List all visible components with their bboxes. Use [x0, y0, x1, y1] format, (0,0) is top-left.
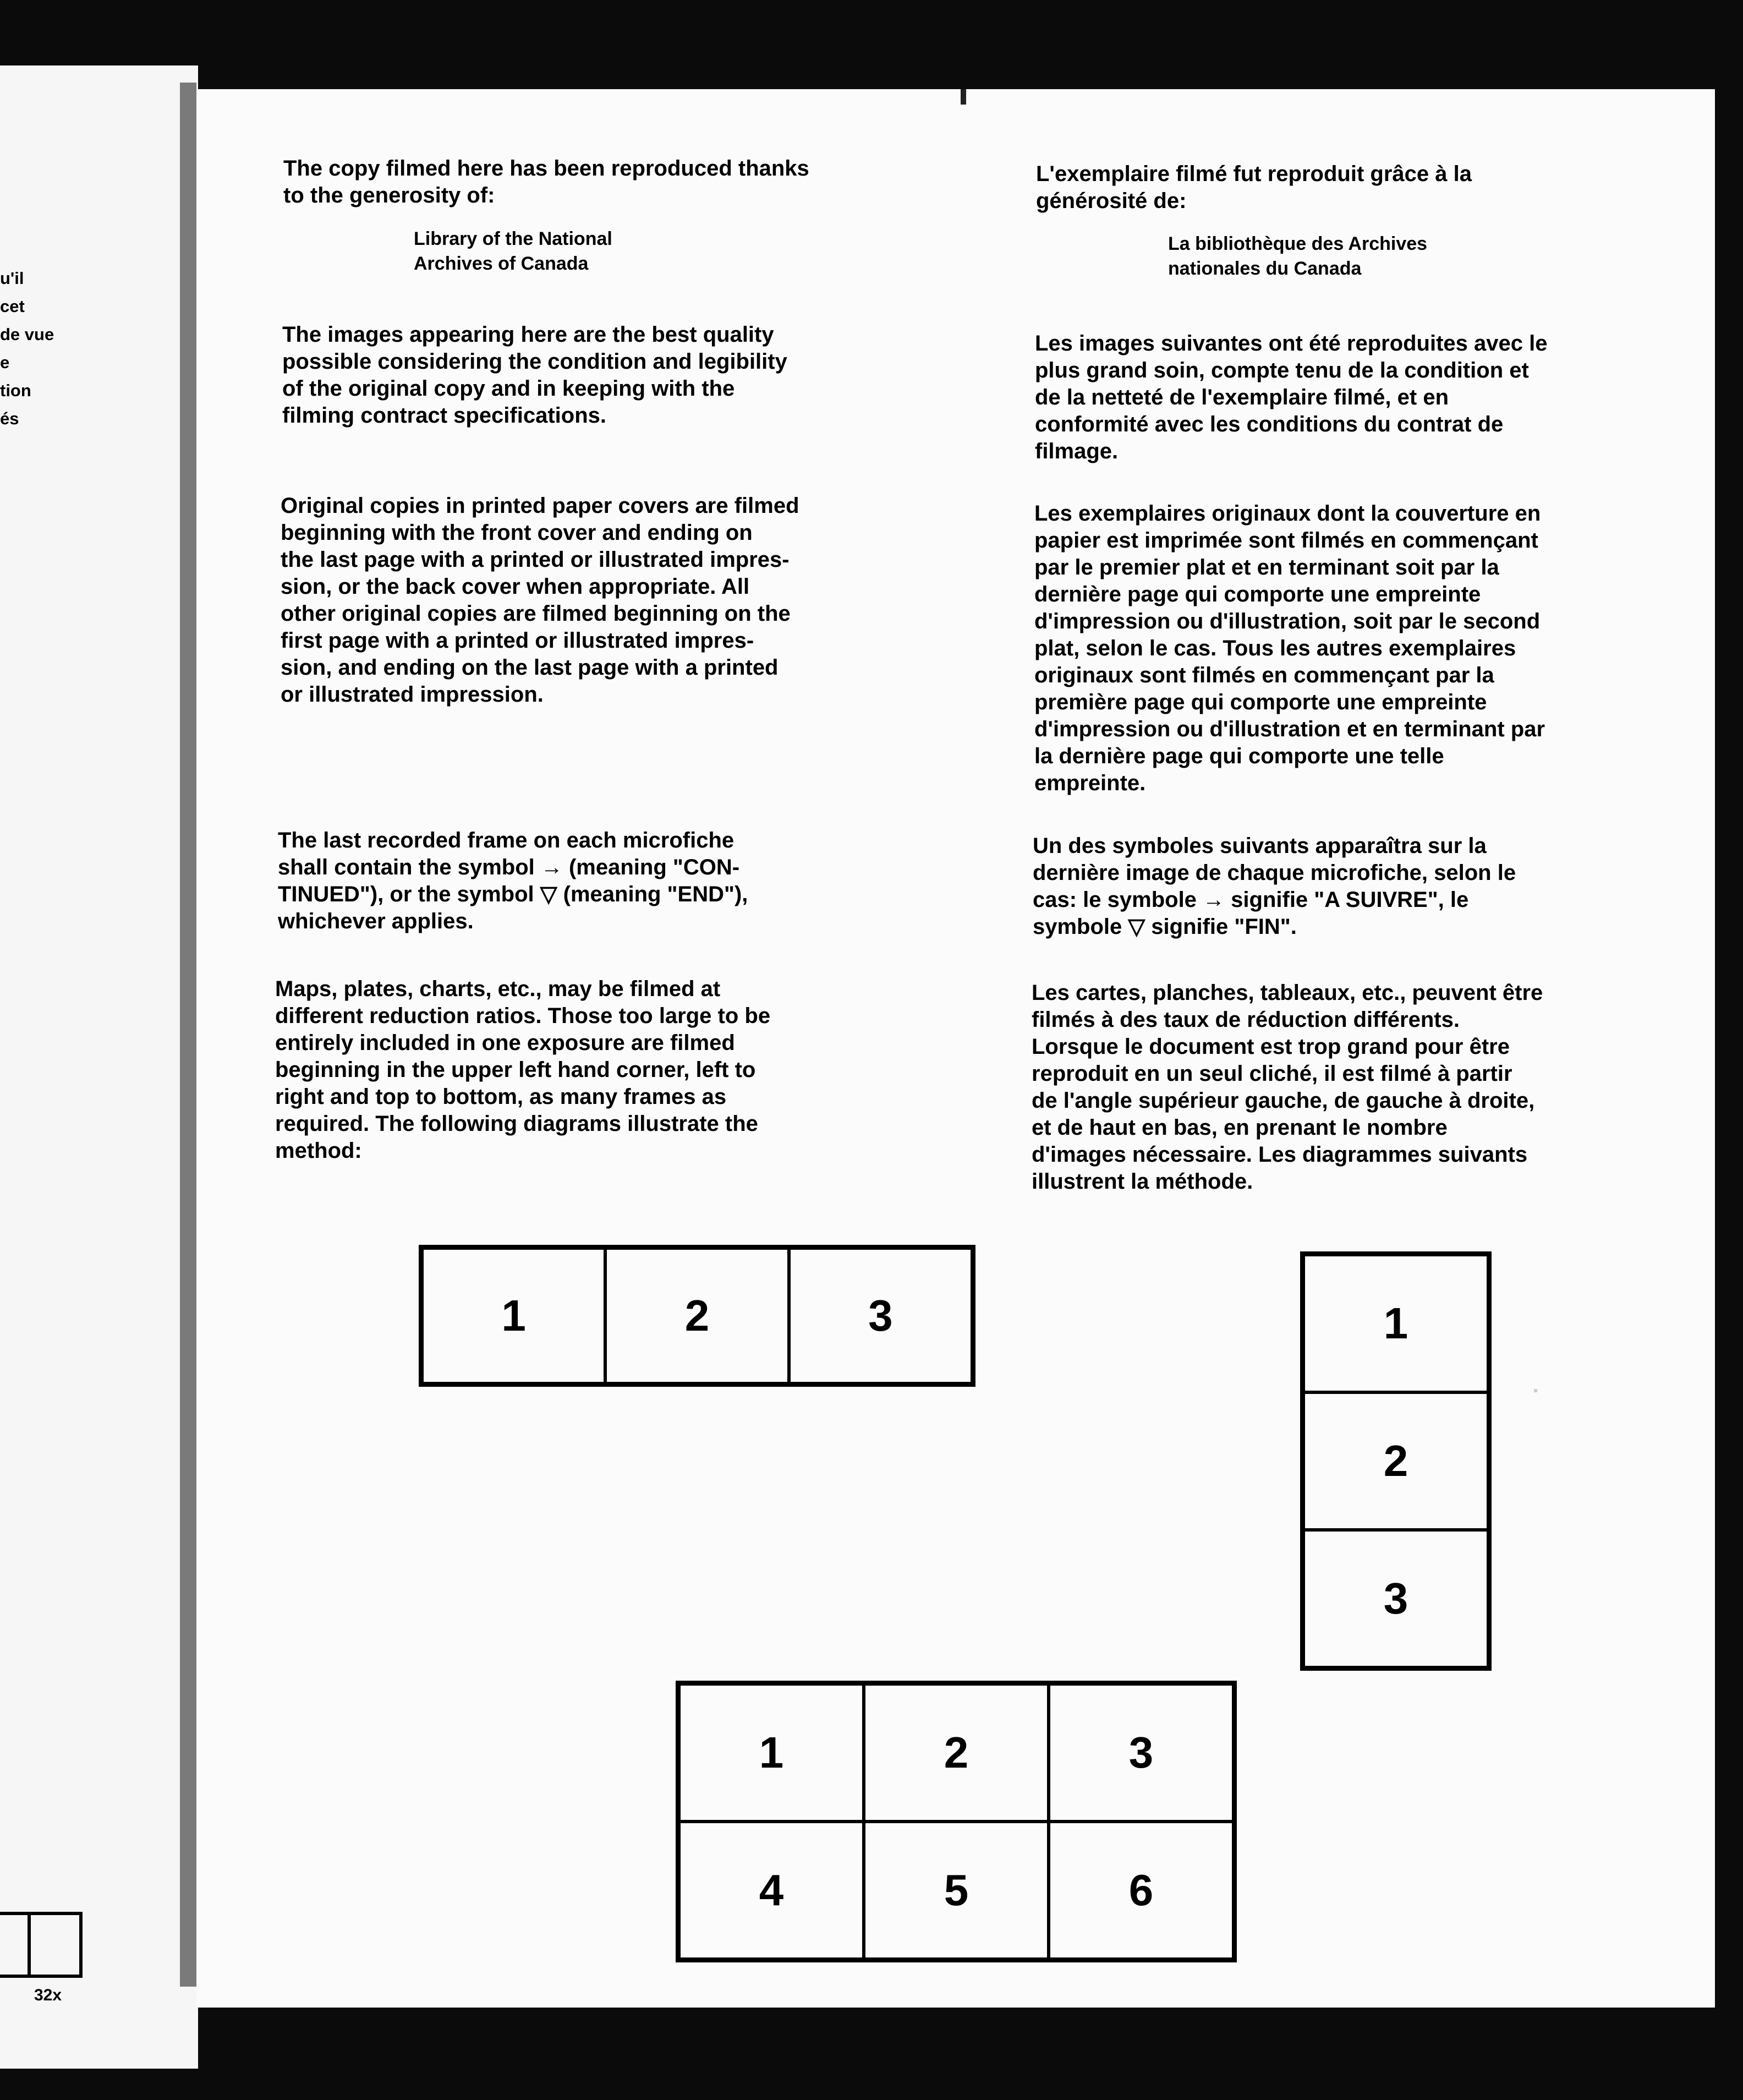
french-p2 — [1035, 330, 1547, 465]
text-line: TINUED"), or the symbol ▽ (meaning "END"), — [278, 882, 748, 906]
fragment-line: tion — [0, 381, 31, 400]
text-line: method: — [275, 1139, 362, 1163]
diagram-frame: 5 — [864, 1822, 1049, 1959]
english-p1 — [283, 155, 809, 209]
text-line: cas: le symbole → signifie "A SUIVRE", le — [1033, 888, 1469, 912]
text-line: filmage. — [1035, 439, 1119, 463]
text-line: Maps, plates, charts, etc., may be filmed at — [275, 977, 721, 1001]
text-line: et de haut en bas, en prenant le nombre — [1032, 1115, 1448, 1140]
text-line: The copy filmed here has been reproduced thanks — [283, 156, 809, 181]
diagram-frame: 4 — [679, 1822, 864, 1959]
text-line: right and top to bottom, as many frames as — [275, 1085, 727, 1109]
text-line: de l'angle supérieur gauche, de gauche à droite, — [1032, 1089, 1535, 1113]
diagram-column — [1300, 1251, 1492, 1671]
english-donor — [414, 227, 612, 276]
text-line: sion, and ending on the last page with a printed — [281, 655, 779, 680]
text-line: première page qui comporte une empreinte — [1034, 690, 1487, 714]
text-line: reproduit en un seul cliché, il est filmé à partir — [1032, 1062, 1512, 1086]
text-line: dernière page qui comporte une empreinte — [1034, 582, 1481, 606]
text-line: the last page with a printed or illustrated impres- — [281, 548, 790, 572]
text-line: plat, selon le cas. Tous les autres exemplaires — [1034, 636, 1516, 660]
text-line: de la netteté de l'exemplaire filmé, et en — [1035, 385, 1449, 409]
text-line: of the original copy and in keeping with the — [282, 376, 735, 401]
text-line: illustrent la méthode. — [1032, 1169, 1253, 1194]
text-line: Les exemplaires originaux dont la couverture en — [1034, 501, 1541, 526]
text-line: Les images suivantes ont été reproduites avec le — [1035, 331, 1548, 356]
text-line: d'images nécessaire. Les diagrammes suivants — [1032, 1142, 1528, 1167]
text-line: or illustrated impression. — [281, 682, 544, 707]
text-line: générosité de: — [1036, 189, 1187, 213]
text-line: Les cartes, planches, tableaux, etc., peuvent être — [1032, 981, 1543, 1005]
fragment-line: u'il — [0, 269, 24, 288]
text-line: Lorsque le document est trop grand pour être — [1032, 1035, 1510, 1059]
text-line: required. The following diagrams illustrate the — [275, 1112, 758, 1136]
text-line: symbole ▽ signifie "FIN". — [1033, 915, 1297, 939]
reduction-label: 32x — [34, 1986, 62, 2004]
text-line: La bibliothèque des Archives — [1168, 233, 1428, 254]
fragment-line: e — [0, 353, 10, 372]
text-line: different reduction ratios. Those too large to be — [275, 1004, 771, 1028]
text-line: first page with a printed or illustrated impres- — [281, 628, 754, 653]
fragment-frame-box — [0, 1912, 83, 1978]
diagram-frame: 1 — [679, 1684, 864, 1822]
text-line: papier est imprimée sont filmés en commençant — [1034, 528, 1538, 553]
diagram-frame: 2 — [864, 1684, 1049, 1822]
french-p1 — [1036, 161, 1472, 215]
fragment-frame-divider — [28, 1912, 31, 1978]
french-p4 — [1033, 833, 1516, 940]
left-page-fragment — [0, 65, 198, 2069]
diagram-grid — [676, 1681, 1237, 1962]
text-line: beginning with the front cover and ending on — [281, 521, 753, 545]
scan-speck — [1534, 1389, 1537, 1392]
english-p3 — [281, 493, 799, 708]
left-fragment-lines — [0, 264, 54, 433]
text-line: beginning in the upper left hand corner, left to — [275, 1058, 756, 1082]
text-line: L'exemplaire filmé fut reproduit grâce à la — [1036, 162, 1472, 186]
text-line: Original copies in printed paper covers are filmed — [281, 494, 799, 518]
text-line: whichever applies. — [278, 909, 474, 933]
text-line: la dernière page qui comporte une telle — [1034, 744, 1444, 768]
text-line: entirely included in one exposure are filmed — [275, 1031, 735, 1055]
english-p5 — [275, 976, 770, 1164]
diagram-frame: 6 — [1049, 1822, 1234, 1959]
diagram-frame: 3 — [789, 1248, 972, 1383]
diagram-frame: 2 — [605, 1248, 788, 1383]
text-line: Un des symboles suivants apparaîtra sur la — [1033, 834, 1487, 858]
text-line: possible considering the condition and legibility — [282, 349, 787, 374]
fragment-line: és — [0, 409, 19, 428]
text-line: plus grand soin, compte tenu de la condition et — [1035, 358, 1529, 382]
diagram-frame: 2 — [1303, 1392, 1488, 1530]
text-line: d'impression ou d'illustration et en terminant par — [1034, 717, 1545, 741]
fragment-line: de vue — [0, 325, 54, 344]
text-line: The images appearing here are the best quality — [282, 322, 774, 347]
diagram-row — [419, 1245, 975, 1387]
text-line: nationales du Canada — [1168, 258, 1362, 279]
scan-mark — [961, 89, 966, 105]
page-gutter — [180, 83, 196, 1987]
french-p5 — [1032, 980, 1543, 1195]
text-line: other original copies are filmed beginning on the — [281, 601, 791, 626]
text-line: to the generosity of: — [283, 183, 495, 207]
text-line: empreinte. — [1034, 771, 1146, 795]
text-line: originaux sont filmés en commençant par la — [1034, 663, 1494, 687]
diagram-frame: 1 — [422, 1248, 605, 1383]
french-donor — [1168, 232, 1427, 281]
diagram-frame: 3 — [1049, 1684, 1234, 1822]
text-line: par le premier plat et en terminant soit par la — [1034, 555, 1499, 579]
text-line: d'impression ou d'illustration, soit par le second — [1034, 609, 1541, 633]
diagram-frame: 1 — [1303, 1255, 1488, 1392]
english-p2 — [282, 321, 787, 429]
text-line: filming contract specifications. — [282, 403, 607, 428]
text-line: Archives of Canada — [414, 253, 589, 274]
text-line: filmés à des taux de réduction différents. — [1032, 1008, 1460, 1032]
french-p3 — [1034, 500, 1545, 797]
text-line: shall contain the symbol → (meaning "CON- — [278, 855, 740, 879]
english-p4 — [278, 827, 748, 935]
fragment-line: cet — [0, 297, 25, 316]
text-line: The last recorded frame on each microfiche — [278, 828, 735, 852]
text-line: conformité avec les conditions du contrat de — [1035, 412, 1504, 436]
text-line: dernière image de chaque microfiche, selon le — [1033, 861, 1516, 885]
diagram-frame: 3 — [1303, 1530, 1488, 1667]
text-line: sion, or the back cover when appropriate. All — [281, 575, 750, 599]
text-line: Library of the National — [414, 228, 612, 249]
